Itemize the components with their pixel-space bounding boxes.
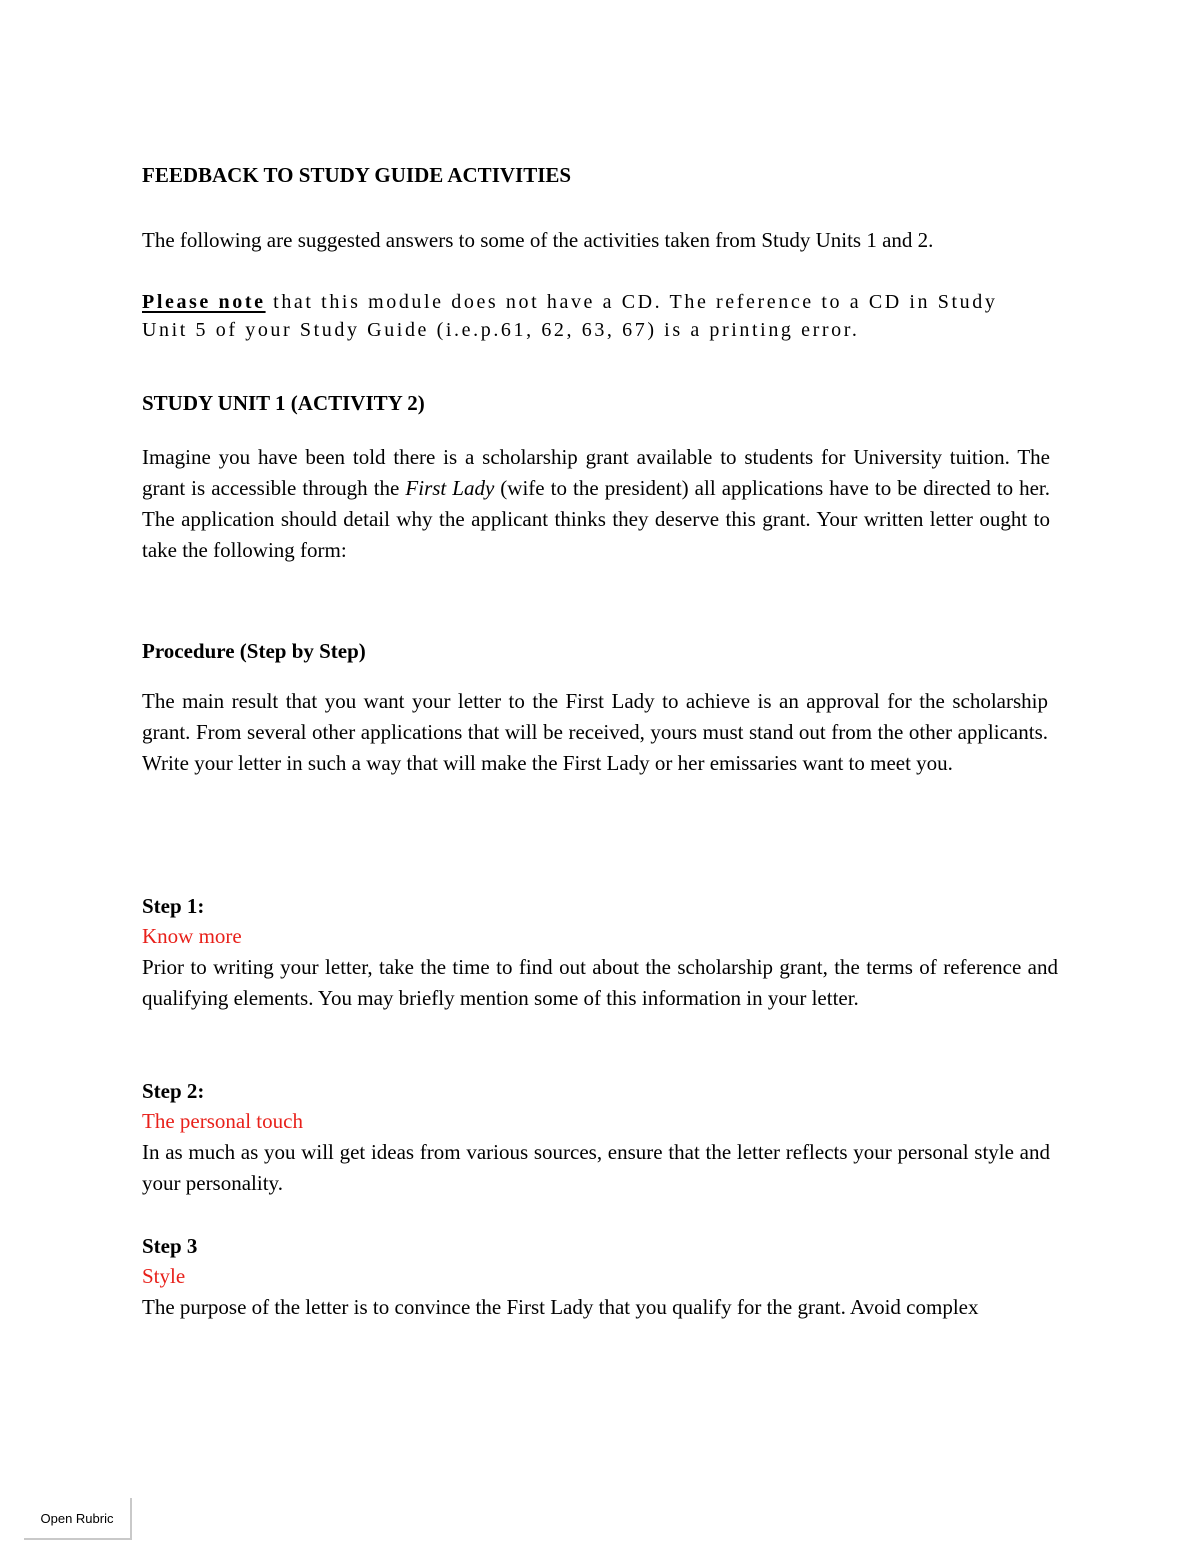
procedure-paragraph: The main result that you want your letter to the First Lady to achieve is an approval for the scholarship grant. From several other applications that will be received, yours must stand out from the other applicants. Write your letter in such a way that will make the First Lady or her emissaries want to meet you. [142, 689, 1048, 775]
step-3-heading: Step 3 [142, 1234, 198, 1258]
step-1-heading: Step 1: [142, 894, 205, 918]
scenario-text-1: Imagine you have been told there is a scholarship grant available to students for University tuition. The grant is accessible through the [142, 445, 1050, 500]
open-rubric-button[interactable]: Open Rubric [24, 1498, 132, 1540]
scenario-paragraph [142, 442, 1050, 566]
step-2-heading: Step 2: [142, 1079, 205, 1103]
step-3-text: The purpose of the letter is to convince the First Lady that you qualify for the grant. Avoid complex [142, 1295, 979, 1319]
scenario-text-2: (wife to the president) all applications have to be directed to her. The application should detail why the applicant thinks they deserve this grant. Your written letter ought to take the following form: [142, 476, 1051, 562]
step-2-text: In as much as you will get ideas from various sources, ensure that the letter reflects your personal style and your personality. [142, 1140, 1050, 1195]
unit-heading: STUDY UNIT 1 (ACTIVITY 2) [142, 391, 425, 415]
scenario-emphasis: First Lady [405, 476, 495, 500]
intro-paragraph: The following are suggested answers to some of the activities taken from Study Units 1 and 2. [142, 228, 934, 252]
note-label: Please note [142, 291, 266, 313]
step-3-subtitle: Style [142, 1264, 186, 1288]
step-1-subtitle: Know more [142, 924, 242, 948]
step-2-subtitle: The personal touch [142, 1109, 303, 1133]
procedure-heading: Procedure (Step by Step) [142, 639, 366, 663]
step-1-text: Prior to writing your letter, take the time to find out about the scholarship grant, the terms of reference and qualifying elements. You may briefly mention some of this information in your letter. [142, 955, 1058, 1010]
document-title: FEEDBACK TO STUDY GUIDE ACTIVITIES [142, 163, 572, 187]
note-text: that this module does not have a CD. The reference to a CD in Study Unit 5 of your Study Guide (i.e.p.61, 62, 63, 67) is a printing error. [142, 291, 998, 341]
note-paragraph [142, 288, 1022, 344]
